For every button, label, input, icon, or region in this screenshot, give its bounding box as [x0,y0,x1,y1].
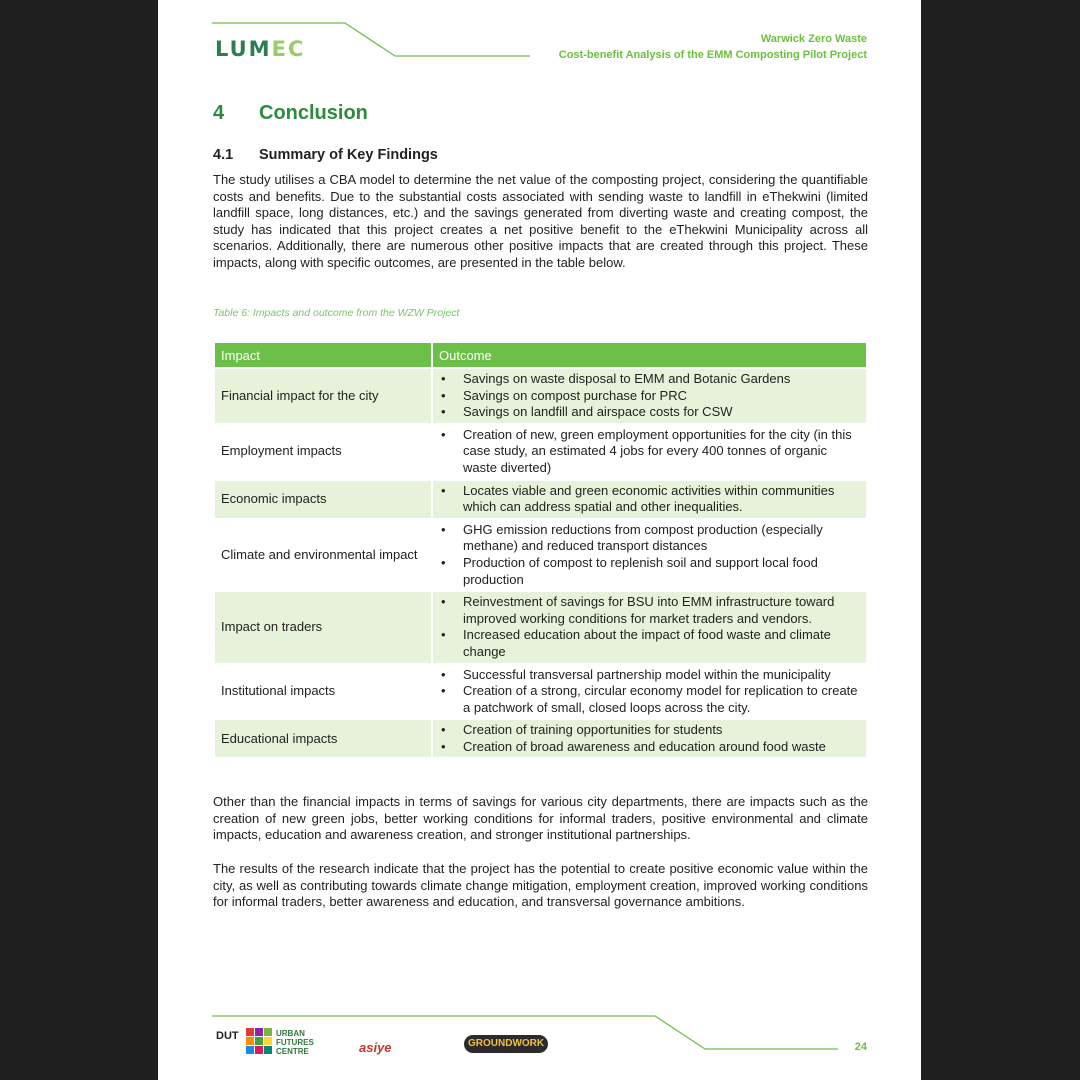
logo-text-part1: LUM [215,37,272,61]
table-header-row [215,343,866,367]
section-title: Conclusion [259,102,368,124]
table-row [215,665,866,719]
outcome-item: • Creation of training opportunities for students [463,722,860,739]
impact-cell: Financial impact for the city [215,369,431,423]
impact-cell: Employment impacts [221,443,342,459]
table-row [215,481,866,518]
impact-cell: Climate and environmental impact [221,546,418,562]
outcome-list [439,667,860,717]
outcome-list [439,371,860,421]
impact-cell: Educational impacts [215,720,431,757]
impact-cell: Economic impacts [215,481,431,518]
ufc-line-1: URBAN [276,1029,305,1038]
summary-paragraph: Other than the financial impacts in terms of savings for various city departments, there are impacts such as the creation of new green jobs, better working conditions for informal traders, positive environmental and climate impacts, education and awareness creation, and stronger institutional partnerships. [213,794,868,843]
table-row [215,369,866,423]
outcome-list [439,522,860,588]
outcome-item: • Creation of broad awareness and education around food waste [463,739,860,756]
outcome-list [439,483,860,516]
subsection-heading [213,147,438,163]
header-document-title: Cost-benefit Analysis of the EMM Composting Pilot Project [558,49,867,61]
outcome-cell [433,481,866,518]
outcome-cell [433,720,866,757]
dut-logo: DUT [216,1030,239,1042]
document-page [158,0,921,1080]
outcome-item: • Creation of new, green employment opportunities for the city (in this case study, an estimated 4 jobs for every 400 tonnes of organic waste diverted) [463,427,860,477]
outcome-cell [433,425,866,479]
logo-text-part2: EC [271,37,306,61]
impacts-table [213,341,868,759]
impact-cell: Institutional impacts [221,683,336,699]
outcome-item: • Increased education about the impact of food waste and climate change [463,627,860,660]
outcome-cell [433,520,866,590]
outcome-item: • Creation of a strong, circular economy model for replication to create a patchwork of small, closed loops across the city. [463,683,860,716]
outcome-item: • Savings on landfill and airspace costs for CSW [463,404,860,421]
outcome-item: • Successful transversal partnership model within the municipality [463,667,860,684]
outcome-item: • Production of compost to replenish soil and support local food production [463,555,860,588]
results-paragraph: The results of the research indicate that the project has the potential to create positive economic value within the city, as well as contributing towards climate change mitigation, employment creation, improved working conditions for informal traders, better awareness and education, and transversal governance ambitions. [213,861,868,910]
outcome-list [439,722,860,755]
ufc-line-2: FUTURES [276,1038,314,1047]
intro-paragraph: The study utilises a CBA model to determine the net value of the composting project, considering the quantifiable costs and benefits. Due to the substantial costs associated with sending waste to landfill in eThekwini (limited landfill space, long distances, etc.) and the savings generated from diverting waste and creating compost, the study has indicated that this project creates a net positive benefit to the eThekwini Municipality across all scenarios. Additionally, there are numerous other positive impacts that are created through this project. These impacts, along with specific outcomes, are presented in the table below. [213,172,868,270]
table-row [215,720,866,757]
subsection-number: 4.1 [213,147,234,163]
impact-cell: Impact on traders [215,592,431,662]
asiye-logo: asiye [359,1040,392,1055]
subsection-title: Summary of Key Findings [259,147,438,163]
outcome-item: • Reinvestment of savings for BSU into EMM infrastructure toward improved working conditions for market traders and vendors. [463,594,860,627]
table-row [215,425,866,479]
groundwork-logo: GROUNDWORK [464,1035,548,1053]
outcome-item: • Savings on waste disposal to EMM and Botanic Gardens [463,371,860,388]
outcome-cell [433,665,866,719]
outcome-list [439,427,860,477]
outcome-item: • Savings on compost purchase for PRC [463,388,860,405]
outcome-item: • GHG emission reductions from compost production (especially methane) and reduced transport distances [463,522,860,555]
section-heading [213,102,368,125]
outcome-item: • Locates viable and green economic activities within communities which can address spatial and other inequalities. [463,483,860,516]
table-caption: Table 6: Impacts and outcome from the WZW Project [213,307,460,319]
outcome-list [439,594,860,660]
header-project-name: Warwick Zero Waste [760,33,867,45]
section-number: 4 [213,102,225,124]
outcome-cell [433,369,866,423]
running-header [559,31,867,63]
table-row [215,520,866,590]
header-impact: Impact [215,343,431,367]
outcome-cell [433,592,866,662]
ufc-line-3: CENTRE [276,1047,309,1056]
header-outcome: Outcome [433,343,866,367]
urban-futures-centre-text [276,1029,314,1056]
page-number: 24 [854,1041,867,1053]
table-row [215,592,866,662]
lumec-logo [215,37,305,61]
